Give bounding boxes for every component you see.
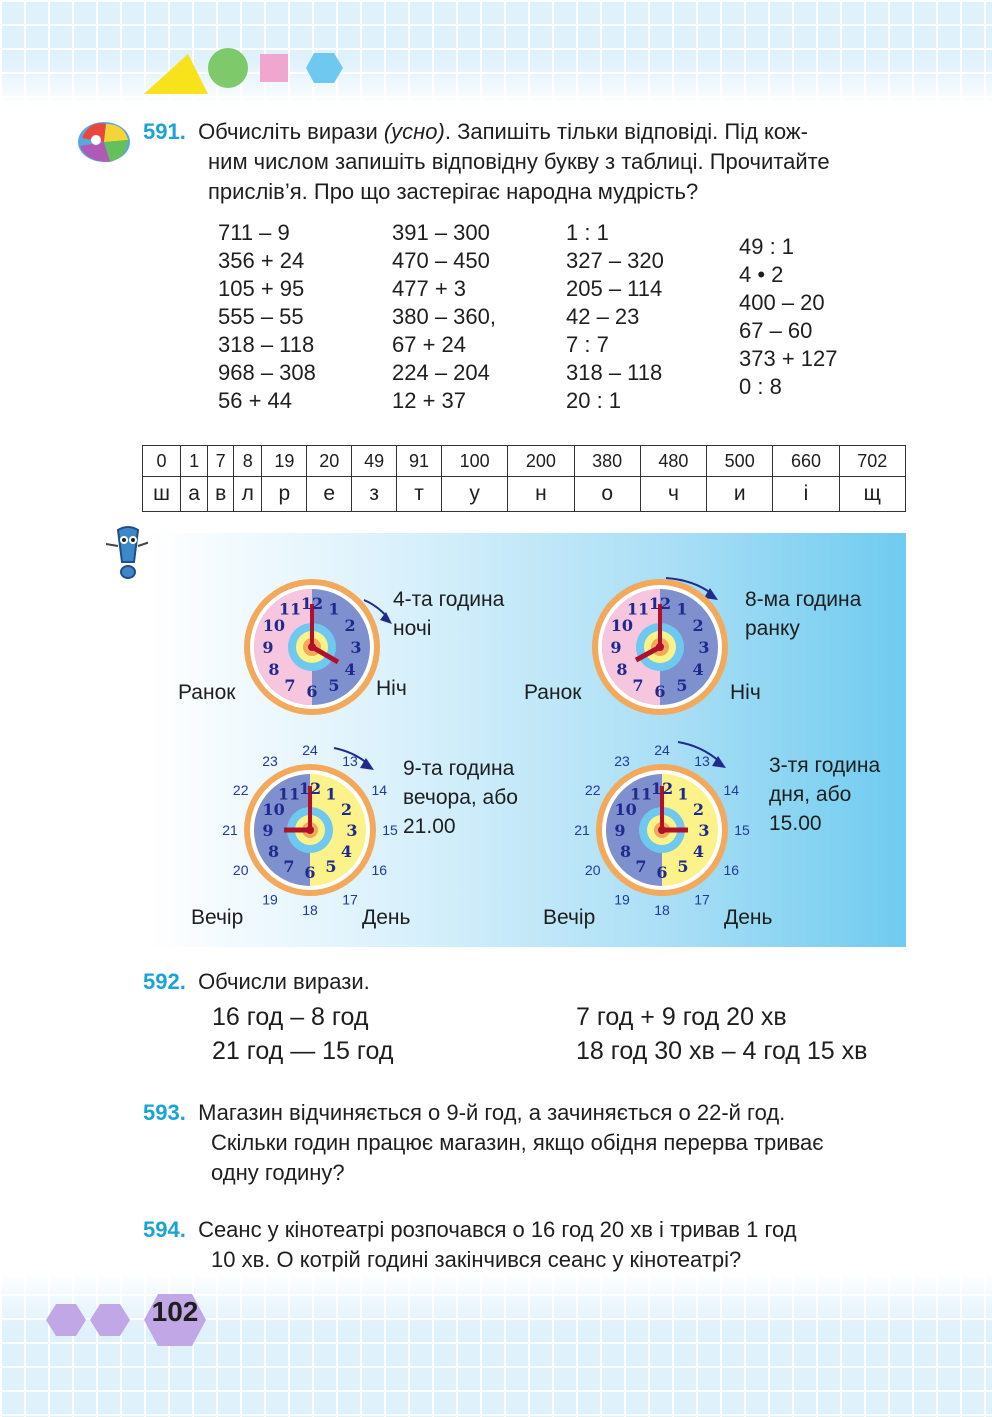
clock-numeral-24h: 21 [222, 822, 238, 838]
key-letter-cell: з [352, 477, 397, 512]
clock-numeral: 8 [620, 841, 632, 861]
key-letter-cell: ч [640, 477, 706, 512]
clock-2-left-label: Ранок [524, 681, 582, 704]
clock-3-right-label: День [362, 906, 411, 929]
expr-column-1 [218, 219, 316, 415]
expression: 318 – 118 [566, 360, 663, 385]
ex591-line3: прислів’я. Про що застерігає народна мудрість? [208, 179, 699, 204]
clock-label-line: 8-ма година [745, 588, 862, 611]
expression: 356 + 24 [218, 248, 305, 273]
expr-column-2 [392, 219, 496, 415]
clock-numeral: 8 [268, 659, 280, 679]
clock-numeral-24h: 18 [654, 902, 670, 918]
clock-numeral: 9 [262, 820, 274, 840]
clock-numeral-24h: 14 [371, 782, 388, 798]
expression: 327 – 320 [566, 248, 664, 273]
key-number-cell: 91 [397, 446, 442, 477]
ex592-heading [143, 967, 370, 997]
clock-numeral: 2 [692, 799, 704, 819]
clock-numeral: 10 [262, 615, 286, 635]
clock-numeral-24h: 15 [734, 822, 750, 838]
key-letter-cell: ш [143, 477, 181, 512]
time-expression: 18 год 30 хв – 4 год 15 хв [576, 1037, 868, 1065]
clock-numeral: 2 [692, 615, 704, 635]
clock-label-line: 9-та година [403, 757, 515, 780]
expression: 224 – 204 [392, 360, 490, 385]
key-letter-cell: л [234, 477, 262, 512]
clock-numeral-24h: 24 [302, 742, 318, 758]
expression: 205 – 114 [566, 276, 663, 301]
ex592-left-column [212, 1000, 393, 1068]
clock-numeral: 2 [344, 615, 356, 635]
clock-label-line: 15.00 [769, 812, 822, 835]
key-letter-cell: е [307, 477, 352, 512]
ex593-line1: Магазин відчиняється о 9-й год, а зачиняється о 22-й год. [198, 1100, 786, 1125]
clock-1-right-label: Ніч [376, 677, 407, 700]
clock-numeral: 4 [692, 659, 704, 679]
letter-key-table [142, 445, 906, 512]
clock-numeral: 7 [284, 675, 296, 695]
key-letter-cell: о [574, 477, 640, 512]
expression: 42 – 23 [566, 304, 640, 329]
key-number-cell: 20 [307, 446, 352, 477]
ex593-paragraph [143, 1098, 824, 1188]
clock-numeral: 5 [328, 675, 340, 695]
key-number-cell: 19 [262, 446, 307, 477]
time-expression: 16 год – 8 год [212, 1003, 369, 1031]
clock-day-15 [562, 740, 762, 920]
clock-numeral: 1 [677, 784, 689, 804]
clock-2-right-label: Ніч [730, 681, 761, 704]
clock-3-label [403, 754, 518, 841]
ex594-line2: 10 хв. О котрій годині закінчився сеанс у кінотеатрі? [211, 1247, 742, 1272]
ex591-paragraph [143, 117, 913, 207]
clock-numeral-24h: 17 [342, 891, 358, 908]
ex594-line1: Сеанс у кінотеатрі розпочався о 16 год 20 хв і тривав 1 год [198, 1217, 797, 1242]
clock-numeral: 7 [632, 675, 644, 695]
key-number-cell: 200 [508, 446, 574, 477]
key-letter-cell: у [442, 477, 508, 512]
header-shapes [140, 40, 350, 100]
blue-hexagon-icon [306, 53, 343, 83]
clock-1-label [393, 585, 504, 643]
expression: 49 : 1 [739, 234, 795, 259]
clock-numeral: 12 [300, 593, 324, 613]
expression: 380 – 360, [392, 304, 496, 329]
clock-numeral: 1 [328, 599, 340, 619]
clock-numeral: 5 [676, 675, 688, 695]
clock-label-line: 21.00 [403, 815, 456, 838]
clock-label-line: дня, або [769, 783, 852, 806]
ex593-line3: одну годину? [211, 1160, 345, 1185]
clock-numeral-24h: 18 [302, 902, 318, 918]
clock-numeral-24h: 24 [654, 742, 670, 758]
key-number-cell: 8 [234, 446, 262, 477]
ex591-text-b: (усно) [383, 119, 445, 144]
expression: 470 – 450 [392, 248, 490, 273]
clock-2-label [745, 585, 861, 643]
expression: 56 + 44 [218, 388, 293, 413]
clock-1-left-label: Ранок [178, 681, 236, 704]
clock-numeral: 11 [629, 784, 653, 804]
clock-numeral: 3 [698, 820, 710, 840]
expression: 105 + 95 [218, 276, 305, 301]
clock-numeral: 6 [656, 862, 668, 882]
key-number-cell: 660 [773, 446, 839, 477]
clock-4-right-label: День [724, 906, 773, 929]
clock-label-line: ранку [745, 617, 800, 640]
expr-column-3 [566, 219, 664, 415]
ex591-line2: ним числом запишіть відповідну букву з таблиці. Прочитайте [208, 149, 830, 174]
expression: 318 – 118 [218, 332, 315, 357]
key-number-cell: 500 [707, 446, 773, 477]
clock-label-line: вечора, або [403, 786, 518, 809]
clock-numeral-24h: 17 [694, 891, 710, 908]
clock-3-left-label: Вечір [191, 906, 244, 929]
clock-numeral-24h: 20 [232, 862, 249, 878]
clock-numeral: 1 [676, 599, 688, 619]
expression: 0 : 8 [739, 374, 782, 399]
ex593-number: 593. [143, 1100, 186, 1125]
key-number-cell: 702 [839, 446, 905, 477]
yellow-triangle-icon [144, 54, 208, 94]
clock-evening-21 [210, 740, 410, 920]
expression: 1 : 1 [566, 220, 609, 245]
clock-numeral: 11 [277, 784, 301, 804]
ex592-right-column [576, 1000, 867, 1068]
hexagon-icon [46, 1304, 86, 1336]
clock-numeral: 3 [350, 637, 362, 657]
clock-numeral-24h: 20 [584, 862, 601, 878]
clock-numeral: 7 [283, 857, 295, 877]
clock-label-line: 3-тя година [769, 754, 881, 777]
clock-numeral: 10 [610, 615, 634, 635]
clock-numeral: 10 [262, 799, 285, 819]
clock-numeral: 7 [635, 857, 647, 877]
key-letter-cell: в [208, 477, 234, 512]
clock-numeral-24h: 22 [232, 782, 249, 798]
key-numbers-row [143, 446, 906, 477]
clock-night-4 [230, 576, 398, 716]
expression: 4 • 2 [739, 262, 784, 287]
clock-numeral: 1 [325, 784, 337, 804]
pink-square-icon [260, 54, 288, 82]
expr-column-4 [739, 233, 837, 401]
clock-numeral-24h: 19 [614, 891, 630, 908]
clock-numeral: 11 [278, 599, 302, 619]
ex594-paragraph [143, 1215, 797, 1275]
clock-4-left-label: Вечір [543, 906, 596, 929]
ex592-number: 592. [143, 969, 186, 994]
clock-numeral-24h: 19 [262, 891, 278, 908]
time-expression: 21 год — 15 год [212, 1037, 394, 1065]
clock-numeral-24h: 16 [723, 862, 740, 878]
ex593-line2: Скільки годин працює магазин, якщо обідня перерва триває [211, 1130, 824, 1155]
time-expression: 7 год + 9 год 20 хв [576, 1003, 787, 1031]
clock-numeral: 5 [325, 857, 337, 877]
clock-numeral-24h: 16 [371, 862, 388, 878]
clock-numeral: 3 [346, 820, 358, 840]
ex591-number: 591. [143, 119, 186, 144]
expression: 555 – 55 [218, 304, 304, 329]
clock-numeral-24h: 21 [574, 822, 590, 838]
key-letter-cell: и [707, 477, 773, 512]
key-letter-cell: а [181, 477, 208, 512]
key-letter-cell: н [508, 477, 574, 512]
page-number: 102 [151, 1296, 199, 1327]
expression: 7 : 7 [566, 332, 609, 357]
clock-numeral-24h: 15 [382, 822, 398, 838]
clock-numeral: 11 [626, 599, 650, 619]
expression: 67 + 24 [392, 332, 467, 357]
key-number-cell: 480 [640, 446, 706, 477]
expression: 400 – 20 [739, 290, 825, 315]
clock-numeral: 8 [268, 841, 280, 861]
clock-numeral: 8 [616, 659, 628, 679]
ex594-number: 594. [143, 1217, 186, 1242]
expression: 20 : 1 [566, 388, 622, 413]
clock-numeral: 4 [692, 841, 704, 861]
clock-morning-8 [576, 576, 744, 716]
clock-numeral-24h: 14 [723, 782, 740, 798]
clock-numeral-24h: 13 [342, 752, 358, 769]
clock-numeral: 12 [298, 778, 322, 798]
expression: 373 + 127 [739, 346, 838, 371]
hexagon-icon [90, 1304, 130, 1336]
expression: 12 + 37 [392, 388, 467, 413]
key-number-cell: 1 [181, 446, 208, 477]
clock-numeral-24h: 22 [584, 782, 601, 798]
clock-numeral: 9 [610, 637, 622, 657]
clock-numeral: 10 [614, 799, 637, 819]
clock-numeral: 2 [340, 799, 352, 819]
clock-numeral: 9 [262, 637, 274, 657]
expression: 711 – 9 [218, 220, 290, 245]
clock-label-line: ночі [393, 617, 432, 640]
clock-numeral: 12 [648, 593, 672, 613]
key-number-cell: 380 [574, 446, 640, 477]
expression: 968 – 308 [218, 360, 316, 385]
clock-numeral-24h: 13 [694, 752, 710, 769]
clock-label-line: 4-та година [393, 588, 505, 611]
clock-numeral: 3 [698, 637, 710, 657]
clock-numeral-24h: 23 [262, 752, 278, 769]
clock-numeral: 6 [304, 862, 316, 882]
key-letters-row [143, 477, 906, 512]
clock-numeral: 5 [677, 857, 689, 877]
clock-4-label [769, 751, 880, 838]
clock-numeral: 4 [344, 659, 356, 679]
expression: 67 – 60 [739, 318, 813, 343]
clock-numeral: 6 [306, 681, 318, 701]
clock-numeral: 6 [654, 681, 666, 701]
key-letter-cell: р [262, 477, 307, 512]
clock-numeral-24h: 23 [614, 752, 630, 769]
ex591-text-c: . Запишіть тільки відповіді. Під кож- [444, 119, 808, 144]
puzzle-brain-icon [76, 118, 132, 166]
key-letter-cell: т [397, 477, 442, 512]
green-circle-icon [208, 48, 248, 88]
key-number-cell: 100 [442, 446, 508, 477]
key-number-cell: 0 [143, 446, 181, 477]
clock-numeral: 9 [614, 820, 626, 840]
key-letter-cell: щ [839, 477, 905, 512]
key-letter-cell: і [773, 477, 839, 512]
key-number-cell: 49 [352, 446, 397, 477]
expression: 477 + 3 [392, 276, 467, 301]
expression: 391 – 300 [392, 220, 490, 245]
ex592-text: Обчисли вирази. [198, 969, 370, 994]
key-number-cell: 7 [208, 446, 234, 477]
ex591-text-a: Обчисліть вирази [198, 119, 384, 144]
clock-numeral: 4 [340, 841, 352, 861]
clock-numeral: 12 [650, 778, 674, 798]
